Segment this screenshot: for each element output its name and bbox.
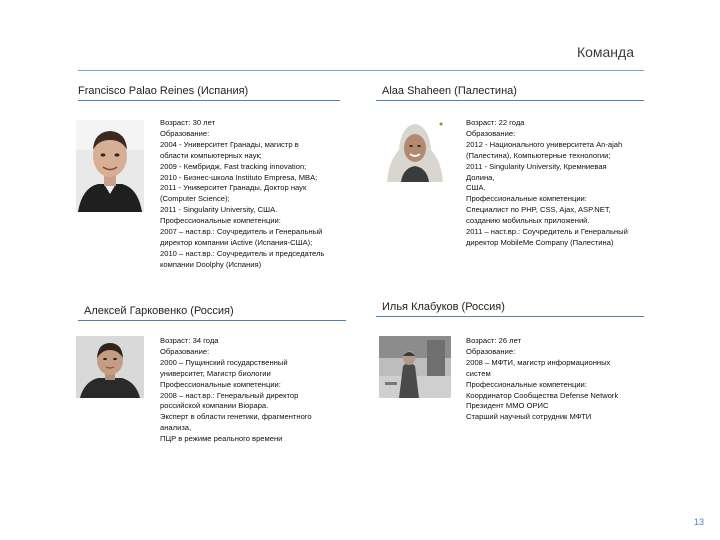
bio-line: Президент ММО ОРИС [466, 401, 549, 411]
bio-line: систем [466, 368, 491, 378]
bio-line: Профессиональные компетенции: [160, 379, 281, 389]
bio-line: Образование: [466, 128, 516, 138]
bio-line: Профессиональные компетенции: [466, 379, 587, 389]
bio-line: 2000 – Пущинский государственный [160, 357, 288, 367]
bio-line: Долина, [466, 172, 495, 182]
slide-title: Команда [576, 44, 634, 60]
bio-line: 2011 - Singularity University, Кремниевая [466, 161, 607, 171]
person-portrait-icon [76, 336, 144, 398]
member-name-underline [376, 100, 644, 101]
bio-line: Профессиональные компетенции: [466, 194, 587, 204]
member-name-alaa: Alaa Shaheen (Палестина) [382, 85, 517, 97]
bio-line: университет, Магистр биологии [160, 368, 271, 378]
photo-alexey [76, 336, 144, 398]
bio-line: области компьютерных наук; [160, 150, 262, 160]
bio-line: 2012 - Национального университета An-ajah [466, 139, 623, 149]
person-portrait-icon [379, 336, 451, 398]
bio-line: Старший научный сотрудник МФТИ [466, 412, 592, 422]
member-name-ilya: Илья Клабуков (Россия) [382, 301, 505, 313]
bio-line: 2008 – МФТИ, магистр информационных [466, 357, 611, 367]
bio-line: созданию мобильных приложений. [466, 216, 590, 226]
bio-line: директор MobileMe Company (Палестина) [466, 237, 614, 247]
bio-line: Профессиональные компетенции: [160, 216, 281, 226]
bio-line: 2011 - Singularity University, США. [160, 205, 278, 215]
bio-line: директор компании iActive (Испания-США); [160, 237, 313, 247]
bio-line: Специалист по PHP, CSS, Ajax, ASP.NET, [466, 205, 611, 215]
bio-line: компании Doolphy (Испания) [160, 259, 262, 269]
title-divider [78, 70, 644, 71]
bio-line: Возраст: 26 лет [466, 336, 522, 345]
person-portrait-icon [76, 120, 144, 212]
bio-line: Координатор Сообщества Defense Network [466, 390, 619, 400]
bio-line: 2004 - Университет Гранады, магистр в [160, 139, 299, 149]
bio-line: Эксперт в области генетики, фрагментного [160, 412, 312, 422]
bio-line: (Палестина), Компьютерные технологии; [466, 150, 611, 160]
bio-line: 2011 - Университет Гранады, Доктор наук [160, 183, 307, 193]
member-name-underline [376, 316, 644, 317]
member-bio-alaa [466, 118, 628, 249]
photo-alaa [379, 120, 451, 182]
member-name-alexey: Алексей Гарковенко (Россия) [84, 305, 234, 317]
bio-line: Возраст: 30 лет [160, 118, 216, 127]
member-bio-alexey [160, 336, 312, 445]
bio-line: российской компании Biopapa. [160, 401, 269, 411]
member-name-francisco: Francisco Palao Reines (Испания) [78, 85, 249, 97]
bio-line: 2011 – наст.вр.: Соучредитель и Генеральный [466, 227, 628, 237]
person-portrait-icon [379, 120, 451, 182]
bio-line: (Computer Science); [160, 194, 230, 204]
bio-line: ПЦР в режиме реального времени [160, 434, 283, 444]
member-name-underline [78, 100, 340, 101]
bio-line: Образование: [466, 346, 516, 356]
member-bio-francisco [160, 118, 324, 271]
bio-line: 2009 - Кембридж, Fast tracking innovation; [160, 161, 307, 171]
member-bio-ilya [466, 336, 618, 423]
bio-line: Образование: [160, 128, 210, 138]
page-number: 13 [693, 517, 704, 527]
bio-line: анализа, [160, 423, 192, 433]
bio-line: Образование: [160, 346, 210, 356]
bio-line: Возраст: 34 года [160, 336, 219, 345]
bio-line: 2010 - Бизнес-школа Instituto Empresa, MBA; [160, 172, 318, 182]
bio-line: 2008 – наст.вр.: Генеральный директор [160, 390, 299, 400]
bio-line: США. [466, 183, 486, 193]
photo-ilya [379, 336, 451, 398]
bio-line: 2010 – наст.вр.: Соучредитель и председатель [160, 248, 325, 258]
bio-line: 2007 – наст.вр.: Соучредитель и Генеральный [160, 227, 323, 237]
bio-line: Возраст: 22 года [466, 118, 525, 127]
member-name-underline [78, 320, 346, 321]
photo-francisco [76, 120, 144, 212]
